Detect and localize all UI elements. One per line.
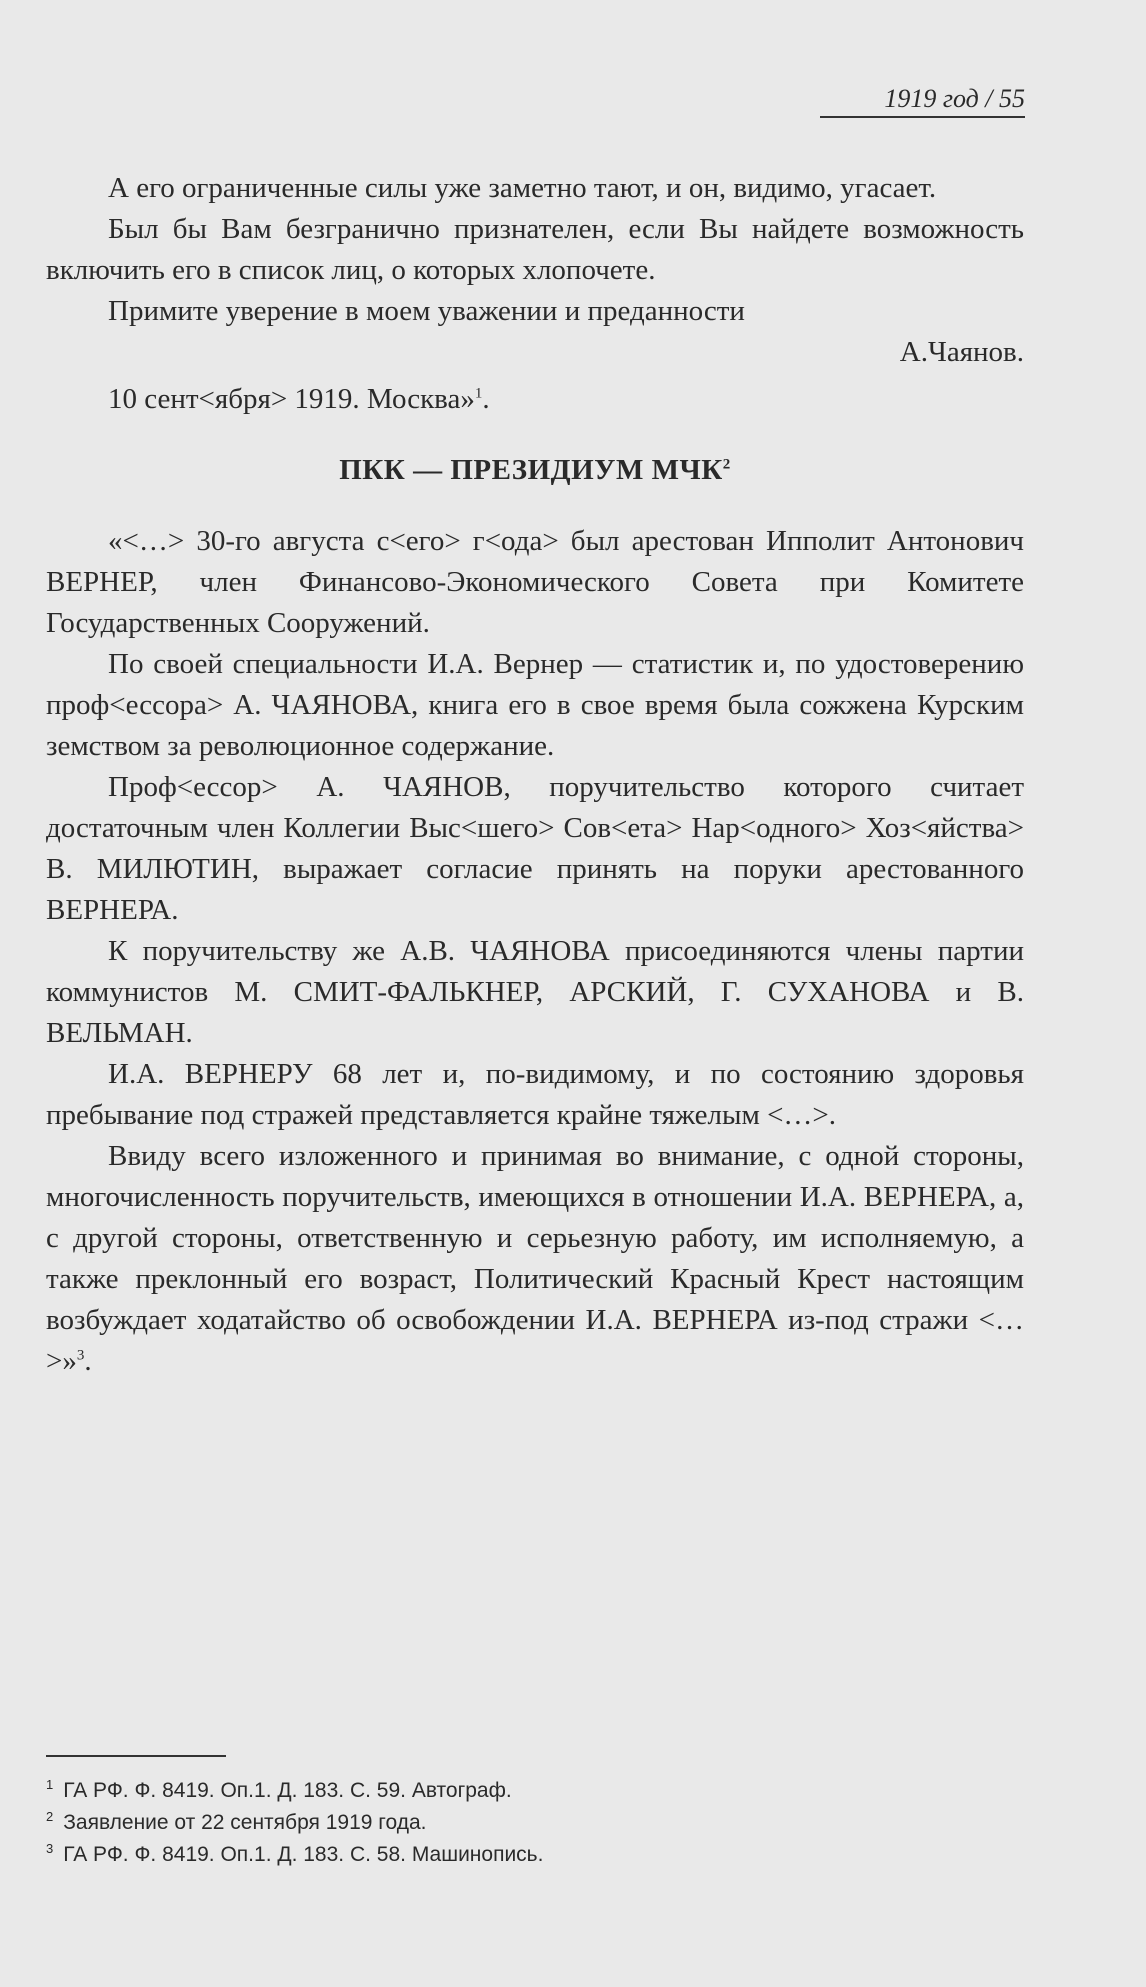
paragraph: Проф<ессор> А. ЧАЯНОВ, поручительство которого считает достаточным член Коллегии Выс<шего> Сов<ета> Нар<одного> Хоз<яйства> В. МИЛЮТИН, выражает согласие принять на поруки арестованного ВЕРНЕРА. <box>46 771 1024 926</box>
paragraph: И.А. ВЕРНЕРУ 68 лет и, по-видимому, и по состоянию здоровья пребывание под стражей представляется крайне тяжелым <…>. <box>46 1058 1024 1131</box>
footnote-mark: 2 <box>46 1809 54 1824</box>
footnote-mark: 1 <box>46 1777 54 1792</box>
paragraph-text: Ввиду всего изложенного и принимая во внимание, с одной стороны, многочисленность поручительств, имеющихся в отношении И.А. ВЕРНЕРА, а, с другой стороны, ответственную и серьезную работу, им исполняемую, а также преклонный его возраст, Политический Красный Крест настоящим возбуждает ходатайство об освобождении И.А. ВЕРНЕРА из-под стражи <…>» <box>46 1140 1024 1377</box>
main-text <box>46 168 1024 1382</box>
section-title <box>46 450 1024 491</box>
date-line-text: 10 сент<ября> 1919. Москва» <box>108 383 475 415</box>
footnote-rule <box>46 1755 226 1757</box>
paragraph: К поручительству же А.В. ЧАЯНОВА присоединяются члены партии коммунистов М. СМИТ-ФАЛЬКНЕР, АРСКИЙ, Г. СУХАНОВА и В. ВЕЛЬМАН. <box>46 935 1024 1049</box>
paragraph: Ввиду всего изложенного и принимая во внимание, с одной стороны, многочисленность поручительств, имеющихся в отношении И.А. ВЕРНЕРА, а, с другой стороны, ответственную и серьезную работу, им исполняемую, а также преклонный его возраст, Политический Красный Крест настоящим возбуждает ходатайство об освобождении И.А. ВЕРНЕРА из-под стражи <…>»$^3$. <box>46 1140 1024 1377</box>
signature: А.Чаянов. <box>899 336 1024 368</box>
footnotes <box>46 1775 1024 1871</box>
footnote <box>46 1775 1024 1807</box>
footnote-text: ГА РФ. Ф. 8419. Оп.1. Д. 183. С. 58. Машинопись. <box>63 1843 544 1866</box>
footnote <box>46 1807 1024 1839</box>
footnote-mark: 3 <box>46 1841 54 1856</box>
paragraph: По своей специальности И.А. Вернер — статистик и, по удостоверению проф<ессора> А. ЧАЯНОВА, книга его в свое время была сожжена Курским земством за революционное содержание. <box>46 648 1024 762</box>
date-line: 10 сент<ября> 1919. Москва»$^1$. <box>108 383 490 415</box>
paragraph: «<…> 30-го августа с<его> г<ода> был арестован Ипполит Антонович ВЕРНЕР, член Финансово-Экономического Совета при Комитете Государственных Сооружений. <box>46 525 1024 639</box>
footnote <box>46 1839 1024 1871</box>
footnote-ref: 2 <box>722 456 731 473</box>
section-title-text: ПКК — ПРЕЗИДИУМ МЧК <box>339 454 723 486</box>
footnote-ref: 3 <box>76 1347 85 1364</box>
paragraph: Был бы Вам безгранично признателен, если Вы найдете возможность включить его в список лиц, о которых хлопочете. <box>46 213 1024 286</box>
footnote-ref: 1 <box>474 385 483 402</box>
footnote-text: Заявление от 22 сентября 1919 года. <box>63 1811 427 1834</box>
paragraph: А его ограниченные силы уже заметно тают, и он, видимо, угасает. <box>108 172 937 204</box>
running-head: 1919 год / 55 <box>820 84 1025 118</box>
paragraph: Примите уверение в моем уважении и преданности <box>108 295 745 327</box>
footnote-text: ГА РФ. Ф. 8419. Оп.1. Д. 183. С. 59. Автограф. <box>63 1779 512 1802</box>
